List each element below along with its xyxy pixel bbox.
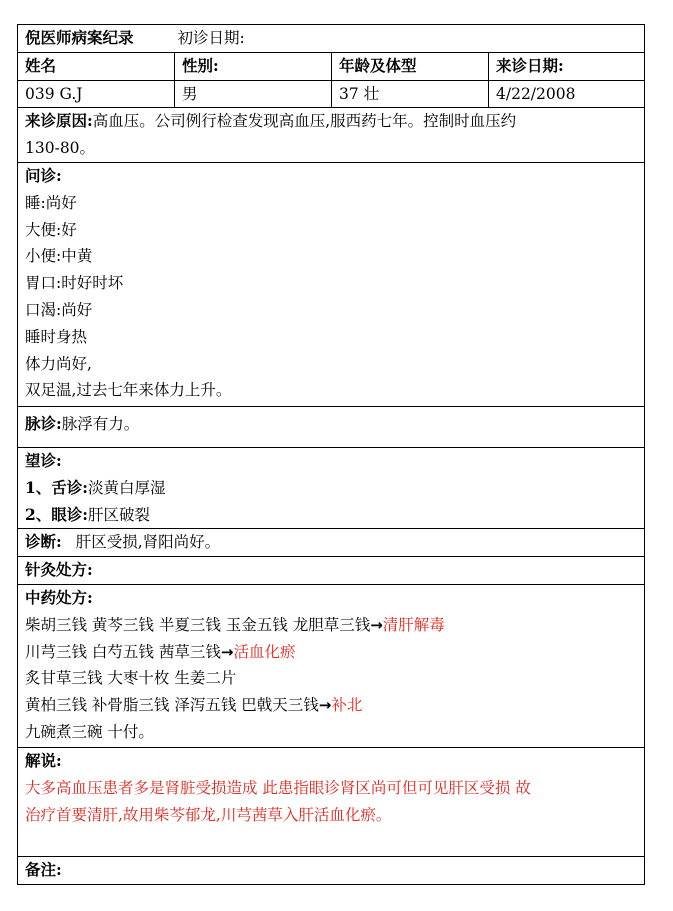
explanation-label: 解说: xyxy=(25,750,62,770)
herbal-cell xyxy=(18,584,645,747)
arrow-right-icon: → xyxy=(220,642,234,661)
explanation-line-2: 治疗首要清肝,故用柴芩郁龙,川芎茜草入肝活血化瘀。 xyxy=(25,805,392,824)
title-cell xyxy=(18,25,645,53)
eye-label: 2、眼诊: xyxy=(25,504,89,524)
age-type-value: 37 壮 xyxy=(332,80,489,108)
remarks-label: 备注: xyxy=(25,859,62,879)
inquiry-line: 睡时身热 xyxy=(25,327,88,346)
inspection-row xyxy=(18,447,645,528)
value-row xyxy=(18,80,645,108)
reason-text-1: 高血压。公司例行检查发现高血压,服西药七年。控制时血压约 xyxy=(92,112,517,131)
pulse-text: 脉浮有力。 xyxy=(61,414,140,433)
diagnosis-cell xyxy=(18,529,645,557)
herbal-note-1: 清肝解毒 xyxy=(382,615,445,634)
eye-text: 肝区破裂 xyxy=(88,505,151,524)
name-value: 039 G.J xyxy=(18,80,175,108)
explanation-line-1: 大多高血压患者多是肾脏受损造成 此患指眼诊肾区尚可但可见肝区受损 故 xyxy=(25,778,531,797)
arrow-right-icon: → xyxy=(370,615,383,634)
explanation-row xyxy=(18,747,645,856)
acupuncture-label: 针灸处方: xyxy=(25,560,93,580)
herbal-note-4: 补北 xyxy=(331,696,363,715)
remarks-cell xyxy=(18,856,645,884)
header-row xyxy=(18,52,645,80)
case-record-table xyxy=(17,24,645,885)
first-visit-label: 初诊日期: xyxy=(177,29,245,47)
herbal-line-3: 炙甘草三钱 大枣十枚 生姜二片 xyxy=(25,669,237,688)
reason-text-2: 130-80。 xyxy=(25,139,96,158)
tongue-text: 淡黄白厚湿 xyxy=(88,478,166,497)
inquiry-line: 胃口:时好时坏 xyxy=(25,274,124,293)
title-row xyxy=(18,25,645,53)
inspection-cell xyxy=(18,447,645,528)
inquiry-line: 口渴:尚好 xyxy=(25,300,93,319)
inquiry-row xyxy=(18,162,645,406)
herbal-line-4: 黄柏三钱 补骨脂三钱 泽泻五钱 巴戟天三钱 xyxy=(25,696,319,715)
name-header: 姓名 xyxy=(18,52,175,80)
gender-header: 性别: xyxy=(175,52,332,80)
gender-value: 男 xyxy=(175,80,332,108)
diagnosis-row xyxy=(18,529,645,557)
visit-date-value: 4/22/2008 xyxy=(489,80,645,108)
diagnosis-label: 诊断: xyxy=(25,532,62,552)
visit-date-header: 来诊日期: xyxy=(489,52,645,80)
arrow-right-icon: → xyxy=(318,696,332,715)
inquiry-line: 体力尚好, xyxy=(25,354,92,373)
pulse-cell xyxy=(18,406,645,447)
inquiry-cell xyxy=(18,162,645,406)
inquiry-label: 问诊: xyxy=(25,165,62,185)
reason-cell xyxy=(18,108,645,163)
herbal-line-2: 川芎三钱 白芍五钱 茜草三钱 xyxy=(25,642,221,661)
diagnosis-text: 肝区受损,肾阳尚好。 xyxy=(75,533,221,552)
pulse-row xyxy=(18,406,645,447)
inquiry-line: 双足温,过去七年来体力上升。 xyxy=(25,381,232,400)
herbal-line-5: 九碗煮三碗 十付。 xyxy=(25,722,154,741)
herbal-note-2: 活血化瘀 xyxy=(233,642,296,661)
pulse-label: 脉诊: xyxy=(25,413,62,433)
record-title: 倪医师病案纪录 xyxy=(25,28,134,47)
inquiry-line: 大便:好 xyxy=(25,220,77,239)
herbal-line-1: 柴胡三钱 黄芩三钱 半夏三钱 玉金五钱 龙胆草三钱 xyxy=(25,615,371,634)
inquiry-line: 睡:尚好 xyxy=(25,193,77,212)
inquiry-line: 小便:中黄 xyxy=(25,247,93,266)
tongue-label: 1、舌诊: xyxy=(25,477,89,497)
reason-label: 来诊原因: xyxy=(25,111,93,131)
acupuncture-row xyxy=(18,557,645,585)
remarks-row xyxy=(18,856,645,884)
herbal-label: 中药处方: xyxy=(25,587,93,607)
herbal-row xyxy=(18,584,645,747)
reason-row xyxy=(18,108,645,163)
inspection-label: 望诊: xyxy=(25,450,62,470)
age-type-header: 年龄及体型 xyxy=(332,52,489,80)
acupuncture-cell xyxy=(18,557,645,585)
explanation-cell xyxy=(18,747,645,856)
